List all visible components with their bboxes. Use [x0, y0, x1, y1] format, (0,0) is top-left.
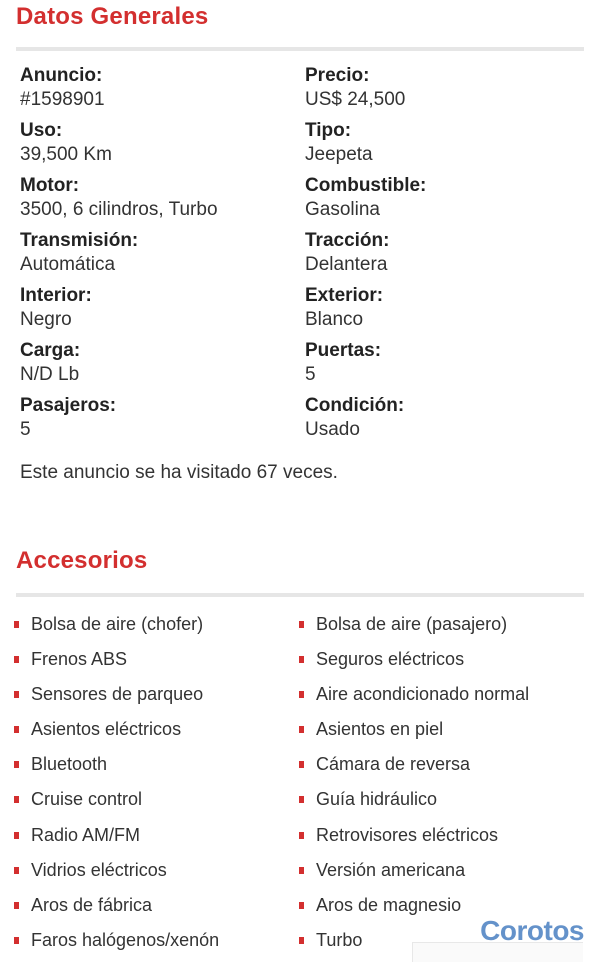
spec-value: #1598901: [20, 89, 105, 110]
spec-motor: [20, 174, 305, 229]
spec-value: 39,500 Km: [20, 144, 112, 165]
accessory-label: Faros halógenos/xenón: [31, 929, 220, 950]
bullet-icon: [299, 867, 304, 874]
spec-value: N/D Lb: [20, 364, 80, 385]
list-item: [299, 853, 584, 888]
spec-label: Tracción:: [305, 230, 390, 251]
list-item: [299, 712, 584, 747]
spec-value: 5: [305, 364, 316, 385]
accesorios-title: Accesorios: [16, 547, 148, 574]
accessory-label: Aire acondicionado normal: [316, 684, 530, 705]
spec-value: Usado: [305, 419, 360, 440]
spec-tipo: [305, 119, 590, 174]
list-item: [14, 677, 299, 712]
list-item: [14, 607, 299, 642]
datos-generales-title: Datos Generales: [16, 3, 209, 30]
list-item: [14, 853, 299, 888]
spec-value: US$ 24,500: [305, 89, 406, 110]
list-item: [299, 818, 584, 853]
spec-label: Condición:: [305, 395, 405, 416]
bullet-icon: [299, 761, 304, 768]
accessory-label: Asientos en piel: [316, 719, 444, 740]
spec-label: Interior:: [20, 285, 92, 306]
spec-combustible: [305, 174, 590, 229]
accessories-list: [14, 607, 584, 958]
spec-condicion: [305, 394, 590, 449]
accessory-label: Bolsa de aire (chofer): [31, 614, 204, 634]
bullet-icon: [299, 796, 304, 803]
bullet-icon: [299, 691, 304, 698]
bullet-icon: [14, 867, 19, 874]
list-item: [299, 642, 584, 677]
bullet-icon: [299, 902, 304, 909]
bullet-icon: [299, 832, 304, 839]
list-item: [299, 782, 584, 817]
accessory-label: Cruise control: [31, 789, 143, 810]
spec-value: Delantera: [305, 254, 388, 275]
list-item: [14, 923, 299, 958]
spec-precio: [305, 64, 590, 119]
spec-value: Gasolina: [305, 199, 380, 220]
spec-value: Negro: [20, 309, 72, 330]
spec-label: Uso:: [20, 120, 63, 141]
accessory-label: Cámara de reversa: [316, 754, 471, 775]
accessory-label: Turbo: [316, 929, 363, 950]
list-item: [14, 712, 299, 747]
spec-label: Transmisión:: [20, 230, 139, 251]
accessory-label: Aros de fábrica: [31, 894, 153, 915]
section-divider: [16, 593, 584, 597]
spec-pasajeros: [20, 394, 305, 449]
spec-value: Blanco: [305, 309, 364, 330]
spec-anuncio: [20, 64, 305, 119]
bullet-icon: [14, 726, 19, 733]
spec-label: Precio:: [305, 65, 370, 86]
bullet-icon: [299, 937, 304, 944]
list-item: [14, 642, 299, 677]
spec-puertas: [305, 339, 590, 394]
spec-label: Motor:: [20, 175, 80, 196]
spec-traccion: [305, 229, 590, 284]
list-item: [14, 747, 299, 782]
accessory-label: Asientos eléctricos: [31, 719, 182, 740]
corotos-logo: Corotos: [480, 915, 584, 946]
accessory-label: Radio AM/FM: [31, 824, 141, 845]
accessory-label: Retrovisores eléctricos: [316, 824, 499, 845]
bullet-icon: [14, 796, 19, 803]
accessory-label: Sensores de parqueo: [31, 684, 204, 705]
accessory-label: Frenos ABS: [31, 649, 128, 670]
spec-value: Jeepeta: [305, 144, 373, 165]
spec-value: Automática: [20, 254, 116, 275]
spec-label: Anuncio:: [20, 65, 103, 86]
list-item: [299, 747, 584, 782]
bullet-icon: [14, 691, 19, 698]
list-item: [14, 782, 299, 817]
list-item: [14, 818, 299, 853]
bullet-icon: [14, 937, 19, 944]
list-item: [14, 888, 299, 923]
spec-value: 3500, 6 cilindros, Turbo: [20, 199, 218, 220]
bullet-icon: [14, 832, 19, 839]
spec-interior: [20, 284, 305, 339]
accessory-label: Bolsa de aire (pasajero): [316, 614, 508, 634]
bullet-icon: [299, 726, 304, 733]
accessory-label: Versión americana: [316, 859, 466, 880]
spec-carga: [20, 339, 305, 394]
accessory-label: Vidrios eléctricos: [31, 859, 167, 880]
visit-count-text: Este anuncio se ha visitado 67 veces.: [20, 462, 338, 483]
accessory-label: Seguros eléctricos: [316, 649, 465, 670]
accessory-label: Bluetooth: [31, 754, 108, 775]
spec-label: Puertas:: [305, 340, 382, 361]
spec-label: Carga:: [20, 340, 81, 361]
list-item: [299, 607, 584, 642]
spec-label: Exterior:: [305, 285, 384, 306]
accessory-label: Aros de magnesio: [316, 894, 462, 915]
bullet-icon: [299, 656, 304, 663]
bullet-icon: [14, 656, 19, 663]
specs-grid: [20, 64, 590, 449]
section-divider: [16, 47, 584, 51]
spec-exterior: [305, 284, 590, 339]
bullet-icon: [14, 621, 19, 628]
spec-label: Pasajeros:: [20, 395, 117, 416]
spec-value: 5: [20, 419, 31, 440]
bullet-icon: [14, 902, 19, 909]
spec-uso: [20, 119, 305, 174]
accessory-label: Guía hidráulico: [316, 789, 438, 810]
spec-label: Tipo:: [305, 120, 352, 141]
spec-transmision: [20, 229, 305, 284]
spec-label: Combustible:: [305, 175, 427, 196]
list-item: [299, 677, 584, 712]
bullet-icon: [14, 761, 19, 768]
bullet-icon: [299, 621, 304, 628]
